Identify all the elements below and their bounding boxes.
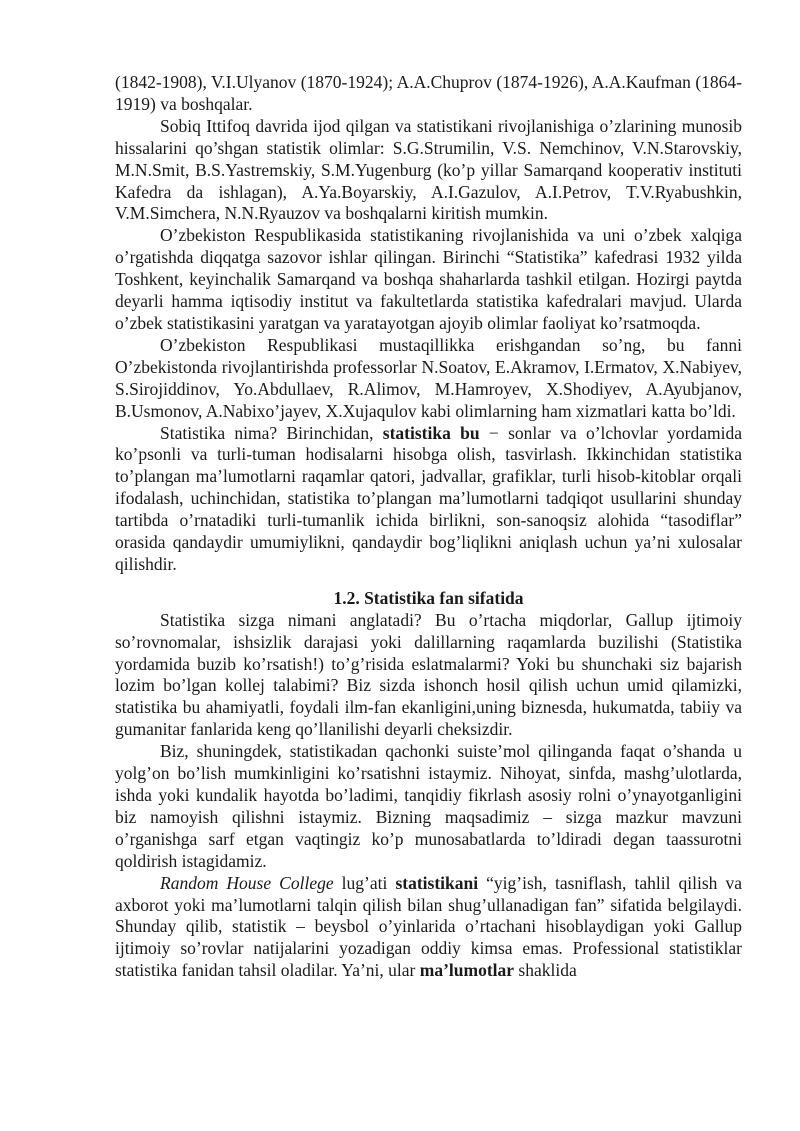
bold-term: statistikani (395, 872, 479, 893)
text-run: − sonlar va o’lchovlar yordamida ko’psonli va turli-tuman hodisalarni hisobga olish, tasvirlash. Ikkinchidan statistika to’plangan ma’lumotlarni raqamlar qatori, jadvallar, grafiklar, turli hisob-kitoblar orqali ifodalash, uchinchidan, statistika to’plangan ma’lumotlarni tadqiqot usullarini shunday tartibda o’rnatadiki turli-tumanlik ichida birlikni, son-sanoqsiz alohida “tasodiflar” orasida qandaydir umumiylikni, qandaydir bog’liqlikni aniqlash uchun ya’ni xulosalar qilishdir. (115, 422, 742, 574)
text-run: Statistika nima? Birinchidan, (160, 422, 383, 443)
paragraph-uzbekistan-statistics-development: O’zbekiston Respublikasida statistikaning rivojlanishida va uni o’zbek xalqiga o’rgatishda diqqatga sazovor ishlar qilingan. Birinchi “Statistika” kafedrasi 1932 yilda Toshkent, keyinchalik Samarqand va boshqa shaharlarda tashkil etilgan. Hozirgi paytda deyarli hamma iqtisodiy institut va fakultetlarda statistika kafedralari mavjud. Ularda o’zbek statistikasini yaratgan va yaratayotgan ajoyib olimlar faoliyat ko’rsatmoqda. (115, 225, 742, 333)
text-run: shaklida (514, 960, 577, 981)
paragraph-continuation: (1842-1908), V.I.Ulyanov (1870-1924); A.A.Chuprov (1874-1926), A.A.Kaufman (1864-1919) va boshqalar. (115, 72, 742, 114)
text-run: “yig’ish, tasniflash, tahlil qilish va axborot yoki ma’lumotlarni talqin qilish bilan shug’ullanadigan fan” sifatida belgilaydi. Shunday qilib, statistik – beysbol o’yinlarida o’rtachani hisoblaydigan yoki Gallup ijtimoiy so’rovlar natijalarini yozadigan oddiy kimsa emas. Professional statistiklar statistika fanidan tahsil oladilar. Ya’ni, ular (115, 872, 743, 981)
paragraph-independence-professors: O’zbekiston Respublikasi mustaqillikka erishgandan so’ng, bu fanni O’zbekistonda rivojlantirishda professorlar N.Soatov, E.Akramov, I.Ermatov, X.Nabiyev, S.Sirojiddinov, Yo.Abdullaev, R.Alimov, M.Hamroyev, X.Shodiyev, A.Ayubjanov, B.Usmonov, A.Nabixo’jayev, X.Xujaqulov kabi olimlarning ham xizmatlari katta bo’ldi. (115, 334, 742, 421)
section-heading: 1.2. Statistika fan sifatida (333, 587, 524, 608)
text-run: lug’ati (333, 872, 396, 893)
paragraph-what-is-statistics (115, 423, 742, 576)
bold-term: ma’lumotlar (419, 960, 515, 981)
paragraph-meaning-of-statistics: Statistika sizga nimani anglatadi? Bu o’rtacha miqdorlar, Gallup ijtimoiy so’rovnomalar, ishsizlik darajasi yoki dalillarning raqamlarda buzilishi (Statistika yordamida buzib ko’rsatish!) to’g’risida eslatmalarmi? Yoki bu shunchaki siz bajarish lozim bo’lgan kollej talabimi? Biz sizda ishonch hosil qilish uchun umid qilamizki, statistika bu ahamiyatli, foydali ilm-fan ekanligini,uning biznesda, hukumatda, tabiiy va gumanitar fanlarida keng qo’llanilishi deyarli cheksizdir. (115, 609, 742, 740)
paragraph-dictionary-definition (115, 873, 742, 983)
paragraph-critical-thinking: Biz, shuningdek, statistikadan qachonki suiste’mol qilinganda faqat o’shanda u yolg’on bo’lish mumkinligini ko’rsatishni istaymiz. Nihoyat, sinfda, mashg’ulotlarda, ishda yoki kundalik hayotda bo’ladimi, tanqidiy fikrlash asosiy rolni o’ynayotganligini biz namoyish qilishni istaymiz. Bizning maqsadimiz – sizga mazkur mavzuni o’rganishga sarf etgan vaqtingiz ko’p munosabatlarda to’ldiradi degan taassurotni qoldirish istagidamiz. (115, 741, 742, 871)
paragraph-soviet-statisticians: Sobiq Ittifoq davrida ijod qilgan va statistikani rivojlanishiga o’zlarining munosib hissalarini qo’shgan statistik olimlar: S.G.Strumilin, V.S. Nemchinov, V.N.Starovskiy, M.N.Smit, B.S.Yastremskiy, S.M.Yugenburg (ko’p yillar Samarqand kooperativ instituti Kafedra da ishlagan), A.Ya.Boyarskiy, A.I.Gazulov, A.I.Petrov, T.V.Ryabushkin, V.M.Simchera, N.N.Ryauzov va boshqalarni kiritish mumkin. (115, 115, 742, 224)
bold-term: statistika bu (382, 422, 480, 443)
italic-source: Random House College (160, 872, 334, 893)
